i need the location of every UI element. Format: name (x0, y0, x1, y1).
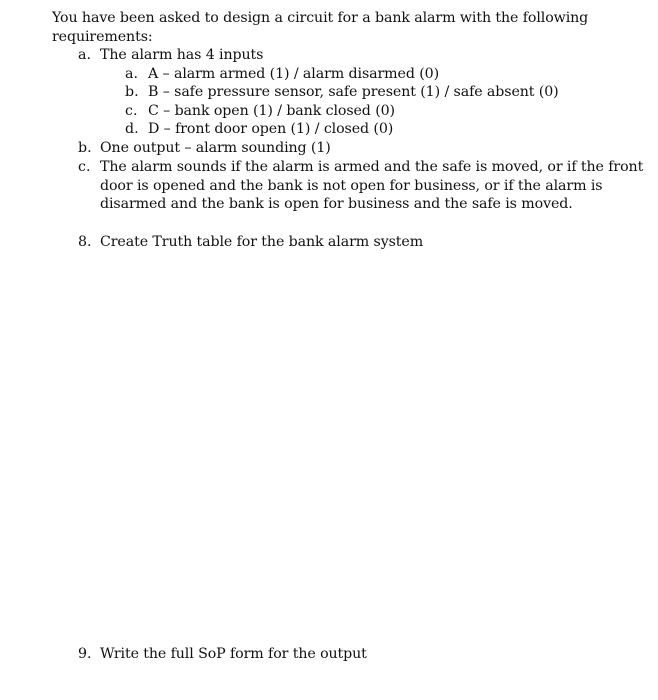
input-c-marker: c. (125, 103, 138, 119)
question-9-text: Write the full SoP form for the output (100, 646, 367, 662)
requirement-c-line-1: The alarm sounds if the alarm is armed and the safe is moved, or if the front (100, 159, 644, 175)
requirement-a-text: The alarm has 4 inputs (100, 47, 264, 63)
input-b-marker: b. (125, 84, 139, 100)
requirement-c-marker: c. (78, 159, 91, 175)
intro-line-2: requirements: (52, 29, 153, 45)
requirement-c-line-3: disarmed and the bank is open for business and the safe is moved. (100, 196, 573, 212)
input-b-text: B – safe pressure sensor, safe present (1) / safe absent (0) (148, 84, 559, 100)
input-c-text: C – bank open (1) / bank closed (0) (148, 103, 395, 119)
requirement-a-marker: a. (78, 47, 91, 63)
question-9-marker: 9. (78, 646, 92, 662)
requirement-c-line-2: door is opened and the bank is not open for business, or if the alarm is (100, 178, 603, 194)
question-8-marker: 8. (78, 234, 92, 250)
input-d-text: D – front door open (1) / closed (0) (148, 121, 394, 137)
question-8-text: Create Truth table for the bank alarm system (100, 234, 424, 250)
requirement-b-text: One output – alarm sounding (1) (100, 140, 331, 156)
intro-line-1: You have been asked to design a circuit for a bank alarm with the following (52, 10, 589, 26)
requirement-b-marker: b. (78, 140, 92, 156)
input-d-marker: d. (125, 121, 139, 137)
input-a-marker: a. (125, 66, 138, 82)
input-a-text: A – alarm armed (1) / alarm disarmed (0) (148, 66, 440, 82)
